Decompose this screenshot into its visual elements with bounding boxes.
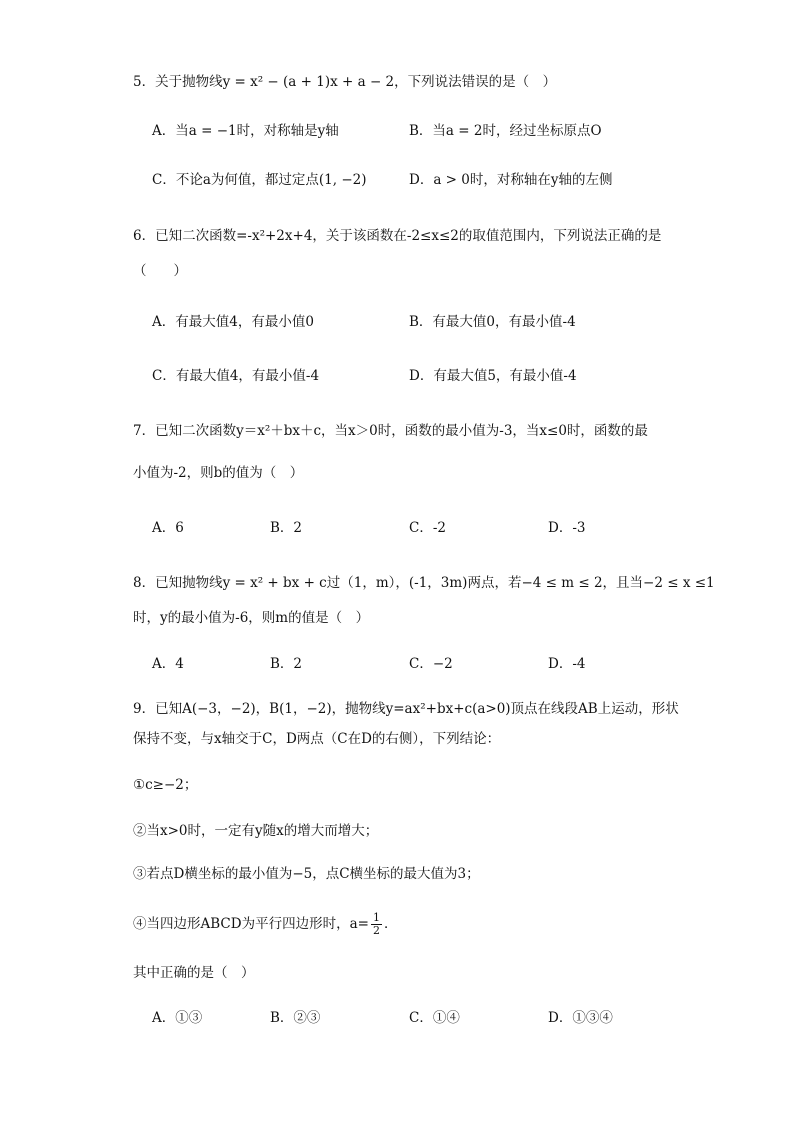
question-8-option-b[interactable]: B．2 xyxy=(270,656,303,672)
question-9-stem-line2: 保持不变，与x轴交于C，D两点（C在D的右侧），下列结论： xyxy=(133,731,501,747)
question-5-option-c[interactable]: C．不论a为何值，都过定点(1, −2) xyxy=(152,172,367,188)
fraction-one-half xyxy=(371,912,382,937)
question-7-option-d[interactable]: D．-3 xyxy=(548,520,586,536)
question-6-option-a[interactable]: A．有最大值4，有最小值0 xyxy=(152,314,314,330)
question-6-stem-line2: （ ） xyxy=(133,263,187,279)
question-7-stem-line1: 7．已知二次函数y＝x²＋bx＋c，当x＞0时，函数的最小值为-3，当x≤0时，函数的最 xyxy=(133,423,648,439)
fraction-numerator: 1 xyxy=(372,911,380,924)
question-8-stem-line2: 时，y的最小值为-6，则m的值是（ ） xyxy=(133,610,370,626)
question-8-option-c[interactable]: C．−2 xyxy=(409,656,453,672)
question-9-option-b[interactable]: B．②③ xyxy=(270,1010,321,1026)
question-9-conclusion-2: ②当x>0时，一定有y随x的增大而增大； xyxy=(133,823,379,839)
question-5-option-a[interactable]: A．当a = −1时，对称轴是y轴 xyxy=(152,123,339,139)
question-9-option-a[interactable]: A．①③ xyxy=(152,1010,203,1026)
question-9-conclusion-1: ①c≥−2； xyxy=(133,777,198,793)
question-8-option-d[interactable]: D．-4 xyxy=(548,656,586,672)
question-7-stem-line2: 小值为-2，则b的值为（ ） xyxy=(133,465,304,481)
question-9-conclusion-4-text: ④当四边形ABCD为平行四边形时，a= xyxy=(133,916,369,932)
question-7-option-a[interactable]: A．6 xyxy=(152,520,184,536)
question-9-conclusion-3: ③若点D横坐标的最小值为−5，点C横坐标的最大值为3； xyxy=(133,866,480,882)
question-7-option-b[interactable]: B．2 xyxy=(270,520,303,536)
question-8-stem-line1: 8．已知抛物线y = x² + bx + c过（1，m），(-1，3m)两点，若−4 ≤ m ≤ 2，且当−2 ≤ x ≤1 xyxy=(133,575,715,591)
question-5-option-d[interactable]: D．a > 0时，对称轴在y轴的左侧 xyxy=(409,172,613,188)
question-6-option-c[interactable]: C．有最大值4，有最小值-4 xyxy=(152,368,320,384)
fraction-denominator: 2 xyxy=(372,924,380,937)
question-9-stem-line1: 9．已知A(−3，−2)，B(1，−2)，抛物线y=ax²+bx+c(a>0)顶点在线段AB上运动，形状 xyxy=(133,701,679,717)
question-6-option-d[interactable]: D．有最大值5，有最小值-4 xyxy=(409,368,577,384)
question-7-option-c[interactable]: C．-2 xyxy=(409,520,446,536)
question-9-option-c[interactable]: C．①④ xyxy=(409,1010,460,1026)
question-9-prompt: 其中正确的是（ ） xyxy=(133,965,255,981)
question-9-conclusion-4 xyxy=(133,912,397,937)
question-8-option-a[interactable]: A．4 xyxy=(152,656,184,672)
question-5-option-b[interactable]: B．当a = 2时，经过坐标原点O xyxy=(409,123,602,139)
question-5-stem: 5．关于抛物线y = x² − (a + 1)x + a − 2，下列说法错误的是（ ） xyxy=(133,74,557,90)
question-6-option-b[interactable]: B．有最大值0，有最小值-4 xyxy=(409,314,576,330)
question-6-stem-line1: 6．已知二次函数=-x²+2x+4，关于该函数在-2≤x≤2的取值范围内，下列说法正确的是 xyxy=(133,228,662,244)
question-9-option-d[interactable]: D．①③④ xyxy=(548,1010,613,1026)
fraction-suffix: ． xyxy=(383,916,398,932)
